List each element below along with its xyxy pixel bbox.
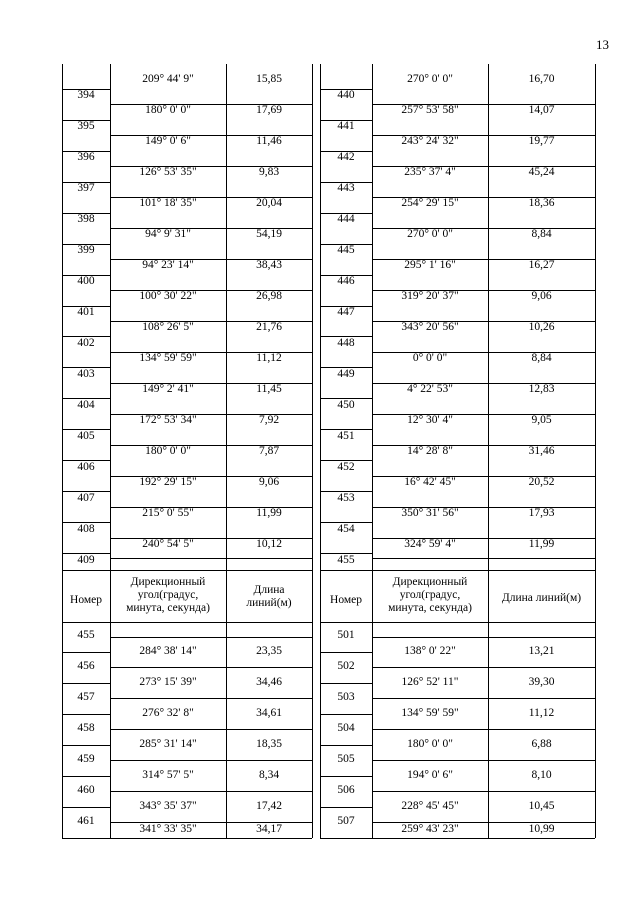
point-number: 453: [337, 492, 355, 504]
point-number: 446: [337, 275, 355, 287]
direction-angle: 180° 0' 0": [145, 104, 191, 116]
grid-line: [372, 570, 595, 571]
grid-line: [320, 622, 595, 623]
line-length: 8,10: [531, 769, 552, 781]
point-number: 399: [77, 244, 95, 256]
point-number: 450: [337, 399, 355, 411]
line-length: 11,12: [528, 707, 555, 719]
direction-angle: 180° 0' 0": [407, 738, 453, 750]
direction-angle: 0° 0' 0": [412, 352, 448, 364]
grid-line: [62, 652, 110, 653]
line-length: 10,12: [256, 538, 282, 550]
direction-angle: 134° 59' 59": [139, 352, 197, 364]
point-number: 443: [337, 182, 355, 194]
direction-angle: 343° 35' 37": [139, 800, 197, 812]
line-length: 34,17: [256, 823, 282, 835]
line-length: 31,46: [528, 445, 555, 457]
line-length: 23,35: [256, 645, 282, 657]
point-number: 449: [337, 368, 355, 380]
line-length: 11,99: [256, 507, 282, 519]
point-number: 408: [77, 523, 95, 535]
line-length: 34,46: [256, 676, 282, 688]
line-length: 11,99: [528, 538, 555, 550]
grid-line: [110, 698, 312, 699]
grid-line: [320, 570, 372, 571]
grid-line: [320, 683, 372, 684]
line-length: 10,99: [528, 823, 555, 835]
grid-line: [320, 776, 372, 777]
point-number: 397: [77, 182, 95, 194]
line-length: 10,45: [528, 800, 555, 812]
point-number: 442: [337, 151, 355, 163]
line-length: 7,92: [258, 414, 280, 426]
line-length: 14,07: [528, 104, 555, 116]
line-length: 21,76: [256, 321, 282, 333]
header-length: линий(м): [246, 597, 292, 609]
grid-line: [110, 558, 312, 559]
page-number: 13: [596, 37, 609, 52]
point-number: 455: [337, 554, 355, 566]
direction-angle: 126° 52' 11": [401, 676, 459, 688]
grid-line: [110, 667, 312, 668]
grid-line: [110, 760, 312, 761]
direction-angle: 94° 9' 31": [145, 228, 191, 240]
point-number: 402: [77, 337, 95, 349]
point-number: 501: [337, 629, 355, 641]
point-number: 454: [337, 523, 355, 535]
point-number: 460: [77, 784, 95, 796]
grid-line: [110, 838, 312, 839]
point-number: 405: [77, 430, 95, 442]
line-length: 26,98: [256, 290, 282, 302]
line-length: 8,34: [258, 769, 280, 781]
direction-angle: 172° 53' 34": [139, 414, 197, 426]
grid-line: [62, 714, 110, 715]
direction-angle: 343° 20' 56": [401, 321, 459, 333]
line-length: 7,87: [258, 445, 280, 457]
line-length: 16,70: [528, 73, 555, 85]
line-length: 18,36: [528, 197, 555, 209]
point-number: 503: [337, 691, 355, 703]
point-number: 407: [77, 492, 95, 504]
direction-angle: 94° 23' 14": [142, 259, 194, 271]
direction-angle: 209° 44' 9": [142, 73, 194, 85]
grid-line: [62, 622, 312, 623]
line-length: 38,43: [256, 259, 282, 271]
direction-angle: 295° 1' 16": [404, 259, 456, 271]
direction-angle: 100° 30' 22": [139, 290, 197, 302]
grid-line: [110, 570, 312, 571]
grid-line: [62, 838, 110, 839]
direction-angle: 270° 0' 0": [407, 73, 453, 85]
direction-angle: 149° 0' 6": [145, 135, 191, 147]
point-number: 455: [77, 629, 95, 641]
grid-line: [312, 64, 313, 570]
direction-angle: 138° 0' 22": [404, 645, 456, 657]
direction-angle: 192° 29' 15": [139, 476, 197, 488]
grid-line: [595, 622, 596, 838]
grid-line: [372, 791, 595, 792]
direction-angle: 285° 31' 14": [139, 738, 197, 750]
point-number: 506: [337, 784, 355, 796]
point-number: 440: [337, 89, 355, 101]
direction-angle: 314° 57' 5": [142, 769, 194, 781]
point-number: 452: [337, 461, 355, 473]
grid-line: [320, 714, 372, 715]
line-length: 10,26: [528, 321, 555, 333]
direction-angle: 257° 53' 58": [401, 104, 459, 116]
direction-angle: 270° 0' 0": [407, 228, 453, 240]
point-number: 445: [337, 244, 355, 256]
direction-angle: 273° 15' 39": [139, 676, 197, 688]
header-angle: угол(градус,: [399, 589, 461, 601]
grid-line: [372, 838, 595, 839]
direction-angle: 341° 33' 35": [139, 823, 197, 835]
direction-angle: 134° 59' 59": [401, 707, 459, 719]
line-length: 9,06: [258, 476, 280, 488]
line-length: 12,83: [528, 383, 555, 395]
point-number: 406: [77, 461, 95, 473]
line-length: 54,19: [256, 228, 282, 240]
point-number: 448: [337, 337, 355, 349]
point-number: 398: [77, 213, 95, 225]
header-angle: минута, секунда): [126, 602, 210, 614]
line-length: 45,24: [528, 166, 555, 178]
point-number: 504: [337, 722, 355, 734]
grid-line: [320, 652, 372, 653]
line-length: 9,05: [531, 414, 552, 426]
direction-angle: 180° 0' 0": [145, 445, 191, 457]
grid-line: [372, 667, 595, 668]
point-number: 447: [337, 306, 355, 318]
direction-angle: 319° 20' 37": [401, 290, 459, 302]
grid-line: [110, 729, 312, 730]
point-number: 456: [77, 660, 95, 672]
direction-angle: 243° 24' 32": [401, 135, 459, 147]
direction-angle: 194° 0' 6": [407, 769, 453, 781]
line-length: 11,45: [256, 383, 282, 395]
header-number: Номер: [330, 594, 362, 606]
line-length: 6,88: [531, 738, 552, 750]
direction-angle: 215° 0' 55": [142, 507, 194, 519]
line-length: 18,35: [256, 738, 282, 750]
grid-line: [372, 760, 595, 761]
point-number: 395: [77, 120, 95, 132]
grid-line: [372, 558, 595, 559]
direction-angle: 276° 32' 8": [142, 707, 194, 719]
direction-angle: 12° 30' 4": [407, 414, 453, 426]
line-length: 9,06: [531, 290, 552, 302]
line-length: 34,61: [256, 707, 282, 719]
point-number: 459: [77, 753, 95, 765]
header-angle: угол(градус,: [137, 589, 199, 601]
direction-angle: 240° 54' 5": [142, 538, 194, 550]
grid-line: [62, 776, 110, 777]
direction-angle: 228° 45' 45": [401, 800, 459, 812]
point-number: 404: [77, 399, 95, 411]
direction-angle: 235° 37' 4": [404, 166, 456, 178]
grid-line: [62, 745, 110, 746]
point-number: 403: [77, 368, 95, 380]
point-number: 457: [77, 691, 95, 703]
header-angle: минута, секунда): [388, 602, 472, 614]
direction-angle: 149° 2' 41": [142, 383, 194, 395]
grid-line: [372, 698, 595, 699]
line-length: 19,77: [528, 135, 555, 147]
grid-line: [372, 729, 595, 730]
direction-angle: 108° 26' 5": [142, 321, 194, 333]
header-angle: Дирекционный: [392, 576, 468, 588]
line-length: 11,12: [256, 352, 282, 364]
line-length: 13,21: [528, 645, 555, 657]
direction-angle: 16° 42' 45": [404, 476, 456, 488]
header-length: Длина: [253, 584, 285, 596]
point-number: 396: [77, 151, 95, 163]
direction-angle: 259° 43' 23": [401, 823, 459, 835]
direction-angle: 4° 22' 53": [407, 383, 453, 395]
line-length: 17,42: [256, 800, 282, 812]
grid-line: [595, 570, 596, 622]
line-length: 16,27: [528, 259, 555, 271]
direction-angle: 101° 18' 35": [139, 197, 197, 209]
line-length: 8,84: [531, 228, 552, 240]
grid-line: [62, 683, 110, 684]
point-number: 394: [77, 89, 95, 101]
line-length: 15,85: [256, 73, 282, 85]
line-length: 8,84: [531, 352, 552, 364]
direction-angle: 14° 28' 8": [407, 445, 453, 457]
point-number: 458: [77, 722, 95, 734]
point-number: 441: [337, 120, 355, 132]
header-number: Номер: [70, 594, 102, 606]
point-number: 461: [77, 815, 95, 827]
direction-angle: 126° 53' 35": [139, 166, 197, 178]
line-length: 17,93: [528, 507, 555, 519]
point-number: 507: [337, 815, 355, 827]
grid-line: [372, 637, 595, 638]
grid-line: [320, 838, 372, 839]
grid-line: [110, 637, 312, 638]
line-length: 20,52: [528, 476, 555, 488]
header-angle: Дирекционный: [130, 576, 206, 588]
line-length: 17,69: [256, 104, 282, 116]
direction-angle: 284° 38' 14": [139, 645, 197, 657]
point-number: 444: [337, 213, 355, 225]
point-number: 502: [337, 660, 355, 672]
direction-angle: 350° 31' 56": [401, 507, 459, 519]
line-length: 11,46: [256, 135, 282, 147]
grid-line: [312, 570, 313, 622]
grid-line: [320, 745, 372, 746]
header-length: Длина линий(м): [501, 592, 582, 604]
point-number: 505: [337, 753, 355, 765]
grid-line: [312, 622, 313, 838]
direction-angle: 254° 29' 15": [401, 197, 459, 209]
line-length: 20,04: [256, 197, 282, 209]
line-length: 9,83: [258, 166, 280, 178]
point-number: 401: [77, 306, 95, 318]
grid-line: [110, 791, 312, 792]
point-number: 409: [77, 554, 95, 566]
direction-angle: 324° 59' 4": [404, 538, 456, 550]
grid-line: [320, 807, 372, 808]
point-number: 451: [337, 430, 355, 442]
grid-line: [595, 64, 596, 570]
point-number: 400: [77, 275, 95, 287]
line-length: 39,30: [528, 676, 555, 688]
grid-line: [62, 570, 110, 571]
grid-line: [62, 807, 110, 808]
